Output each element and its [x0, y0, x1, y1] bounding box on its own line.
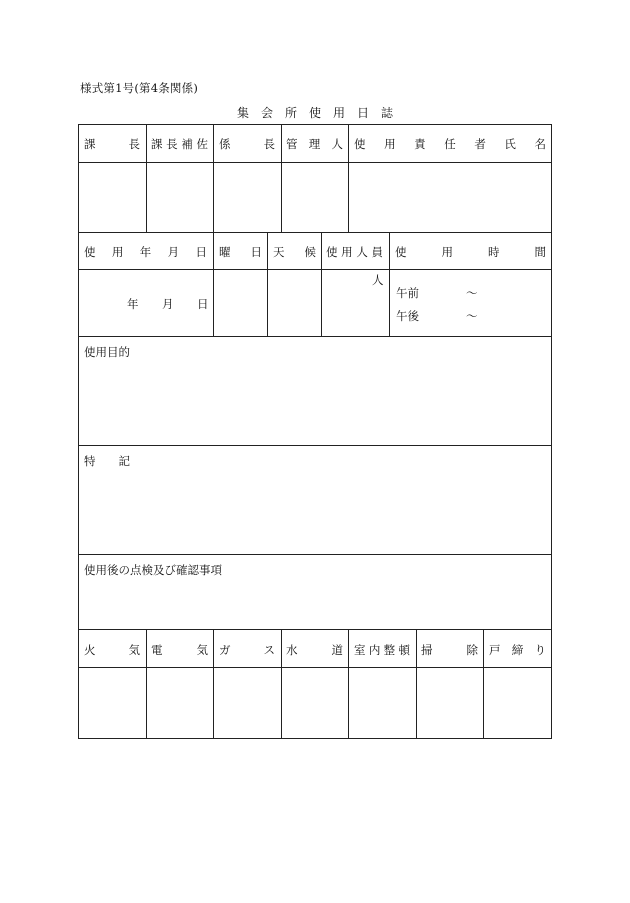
table-rule: [348, 124, 349, 232]
pm-tilde: ～: [466, 309, 478, 323]
table-rule: [78, 269, 552, 270]
form-number-label: 様式第1号(第4条関係): [80, 81, 199, 95]
purpose-label: 使用目的: [84, 345, 130, 359]
header-section-chief: 課 長: [84, 137, 140, 151]
table-rule: [389, 232, 390, 336]
header-assistant-chief: 課 長 補 佐: [151, 137, 208, 151]
table-rule: [78, 336, 552, 337]
header-room-tidy: 室 内 整 頓: [354, 643, 410, 657]
table-rule: [213, 629, 214, 738]
header-cleaning: 掃 除: [421, 643, 478, 657]
header-electricity: 電 気: [151, 643, 208, 657]
table-rule: [146, 629, 147, 738]
date-day-label: 日: [197, 297, 209, 311]
after-use-check-label: 使用後の点検及び確認事項: [84, 563, 222, 577]
am-tilde: ～: [466, 286, 478, 300]
header-fire: 火 気: [84, 643, 140, 657]
table-rule: [483, 629, 484, 738]
table-rule: [78, 629, 552, 630]
header-locking: 戸 締 り: [489, 643, 546, 657]
table-rule: [267, 232, 268, 336]
header-gas: ガ ス: [219, 643, 275, 657]
form-title: 集 会 所 使 用 日 誌: [236, 106, 394, 120]
header-attendees: 使 用 人 員: [326, 245, 383, 259]
table-rule: [551, 124, 552, 739]
table-rule: [78, 445, 552, 446]
am-label: 午前: [396, 286, 419, 300]
header-responsible-person: 使 用 責 任 者 氏 名: [354, 137, 546, 151]
date-month-label: 月: [162, 297, 174, 311]
header-weekday: 曜 日: [219, 245, 262, 259]
header-water: 水 道: [286, 643, 343, 657]
header-use-date: 使 用 年 月 日: [84, 245, 207, 259]
table-rule: [78, 554, 552, 555]
table-rule: [78, 667, 552, 668]
table-rule: [78, 232, 552, 233]
table-rule: [78, 124, 552, 125]
table-rule: [348, 629, 349, 738]
header-subsection-chief: 係 長: [219, 137, 275, 151]
header-weather: 天 候: [273, 245, 316, 259]
table-rule: [78, 124, 79, 739]
person-unit-label: 人: [372, 273, 384, 287]
header-use-time: 使 用 時 間: [395, 245, 546, 259]
table-rule: [78, 162, 552, 163]
table-rule: [146, 124, 147, 232]
table-rule: [213, 124, 214, 232]
remarks-label: 特 記: [84, 454, 130, 468]
table-rule: [213, 232, 214, 336]
pm-label: 午後: [396, 309, 419, 323]
date-year-label: 年: [127, 297, 139, 311]
table-rule: [281, 124, 282, 232]
header-caretaker: 管 理 人: [286, 137, 343, 151]
table-rule: [281, 629, 282, 738]
table-rule: [416, 629, 417, 738]
table-rule: [321, 232, 322, 336]
table-rule: [78, 738, 552, 739]
